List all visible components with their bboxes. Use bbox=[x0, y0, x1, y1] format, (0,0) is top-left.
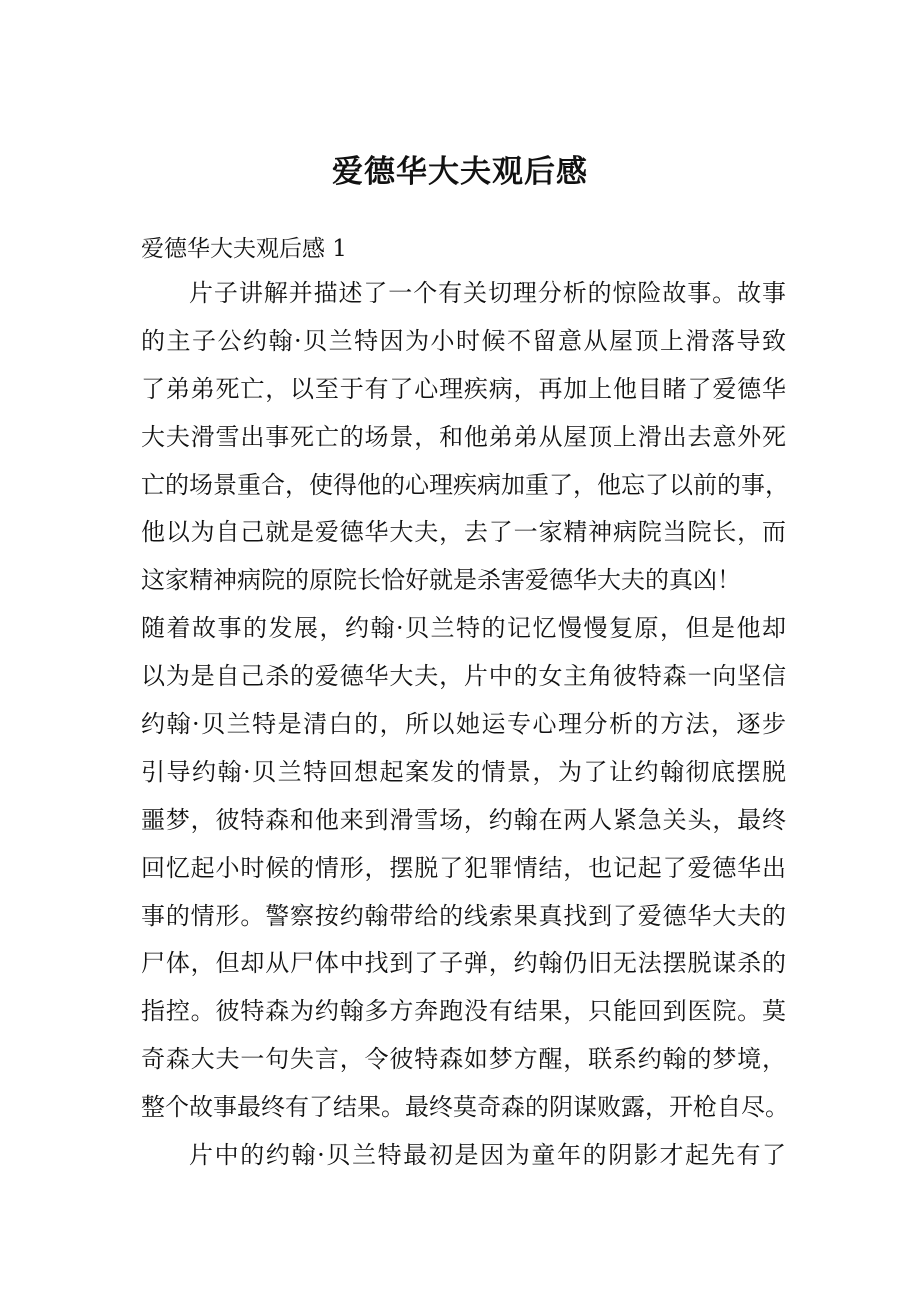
text-line: 约翰·贝兰特是清白的，所以她运专心理分析的方法，逐步 bbox=[141, 710, 786, 739]
text-line: 整个故事最终有了结果。最终莫奇森的阴谋败露，开枪自尽。 bbox=[141, 1093, 789, 1122]
text-line: 噩梦，彼特森和他来到滑雪场，约翰在两人紧急关头，最终 bbox=[141, 805, 786, 834]
text-line: 片中的约翰·贝兰特最初是因为童年的阴影才起先有了 bbox=[189, 1141, 786, 1170]
text-line: 尸体，但却从尸体中找到了子弹，约翰仍旧无法摆脱谋杀的 bbox=[141, 949, 786, 978]
text-line: 大夫滑雪出事死亡的场景，和他弟弟从屋顶上滑出去意外死 bbox=[141, 422, 786, 451]
text-line: 他以为自己就是爱德华大夫，去了一家精神病院当院长，而 bbox=[141, 518, 786, 547]
document-body bbox=[141, 276, 789, 1186]
text-line: 奇森大夫一句失言，令彼特森如梦方醒，联系约翰的梦境， bbox=[141, 1045, 786, 1074]
text-line: 片子讲解并描述了一个有关切理分析的惊险故事。故事 bbox=[189, 279, 786, 307]
text-line: 以为是自己杀的爱德华大夫，片中的女主角彼特森一向坚信 bbox=[141, 662, 786, 691]
text-line: 事的情形。警察按约翰带给的线索果真找到了爱德华大夫的 bbox=[141, 901, 786, 930]
section-heading: 爱德华大夫观后感 1 bbox=[141, 236, 347, 262]
text-line: 亡的场景重合，使得他的心理疾病加重了，他忘了以前的事， bbox=[141, 470, 789, 499]
text-line: 引导约翰·贝兰特回想起案发的情景，为了让约翰彻底摆脱 bbox=[141, 757, 786, 786]
text-line: 这家精神病院的原院长恰好就是杀害爱德华大夫的真凶！ bbox=[141, 566, 741, 595]
text-line: 了弟弟死亡，以至于有了心理疾病，再加上他目睹了爱德华 bbox=[141, 374, 786, 403]
text-line: 随着故事的发展，约翰·贝兰特的记忆慢慢复原，但是他却 bbox=[141, 614, 786, 643]
text-line: 回忆起小时候的情形，摆脱了犯罪情结，也记起了爱德华出 bbox=[141, 853, 786, 882]
document-title: 爱德华大夫观后感 bbox=[332, 154, 588, 190]
text-line: 的主子公约翰·贝兰特因为小时候不留意从屋顶上滑落导致 bbox=[141, 326, 786, 355]
text-line: 指控。彼特森为约翰多方奔跑没有结果，只能回到医院。莫 bbox=[141, 997, 786, 1026]
